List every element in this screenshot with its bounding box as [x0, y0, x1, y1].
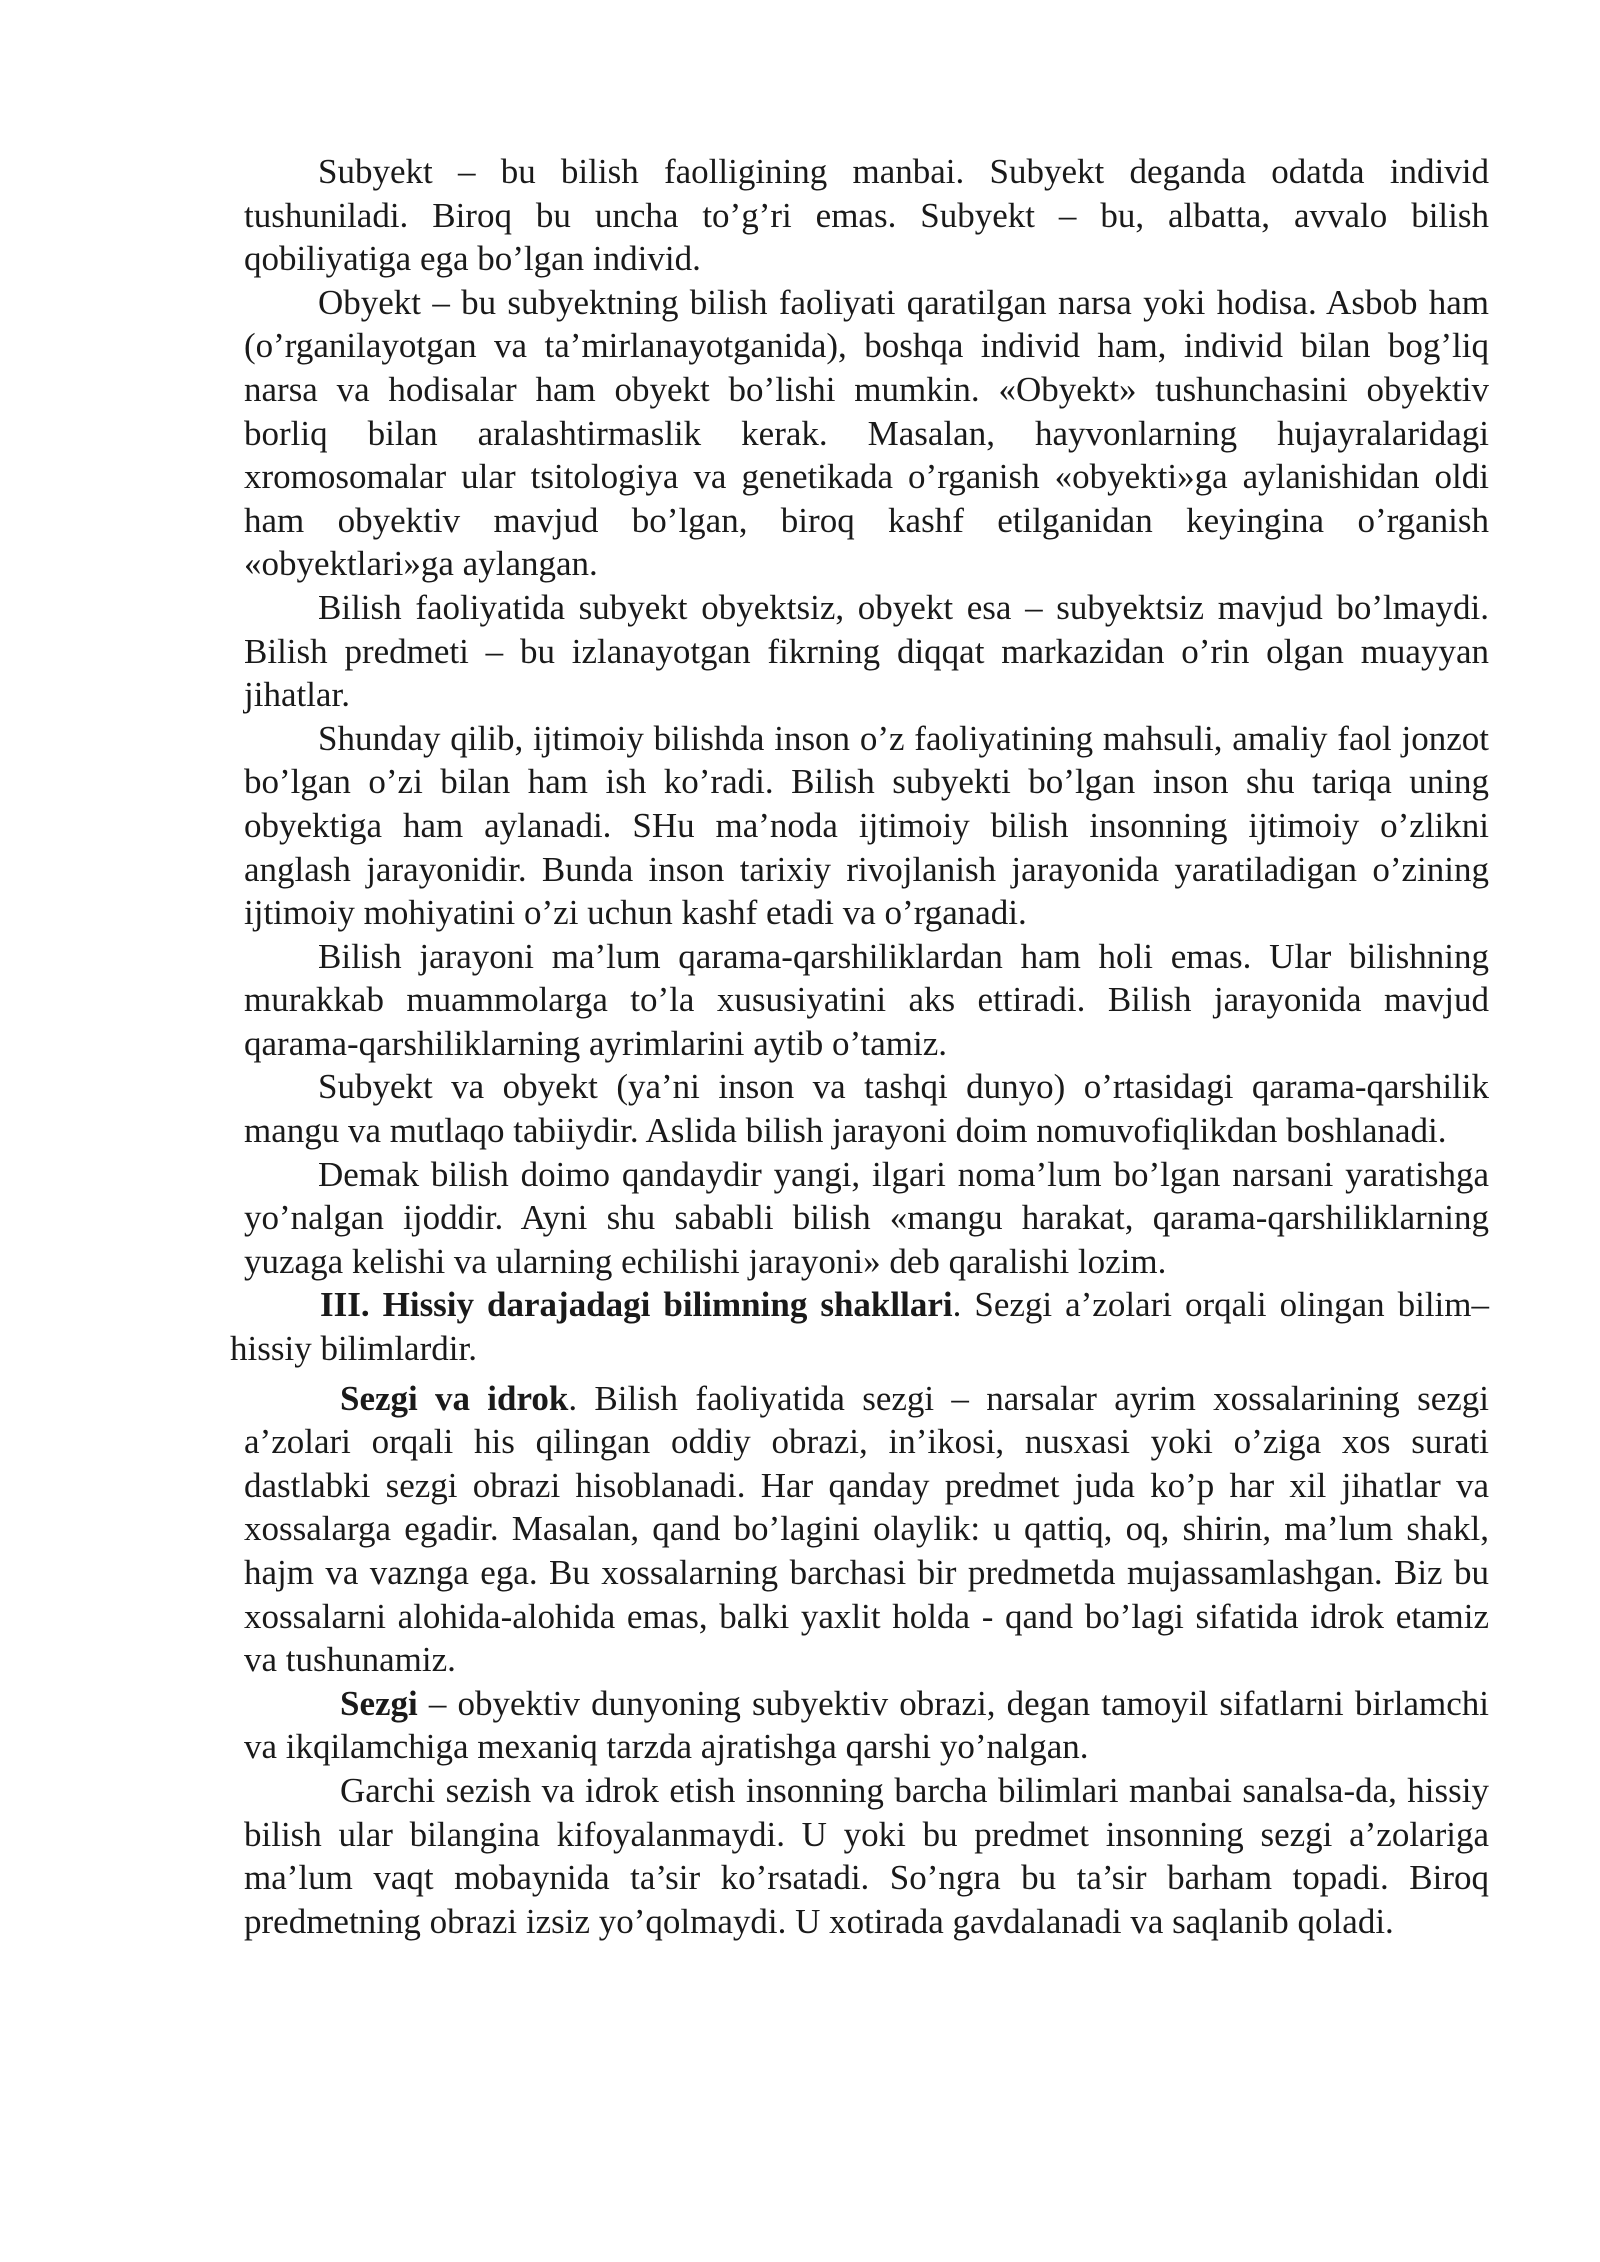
- paragraph-sezgi: [244, 1682, 1489, 1769]
- term-sezgi-va-idrok: Sezgi va idrok: [340, 1378, 569, 1418]
- paragraph-text: Bilish jarayoni ma’lum qarama-qarshiliklardan ham holi emas. Ular bilishning murakkab muammolarga to’la xususiyatini aks ettiradi. Bilish jarayonida mavjud qarama-qarshiliklarning ayrimlarini aytib o’tamiz.: [244, 936, 1489, 1063]
- section-heading-hissiy-bilim: [230, 1283, 1489, 1370]
- paragraph-subyekt-va-obyekt: [244, 1065, 1489, 1152]
- paragraph-text: Subyekt – bu bilish faolligining manbai. Subyekt deganda odatda individ tushuniladi. Biroq bu uncha to’g’ri emas. Subyekt – bu, albatta, avvalo bilish qobiliyatiga ega bo’lgan individ.: [244, 152, 1489, 279]
- paragraph-text: Garchi sezish va idrok etish insonning barcha bilimlari manbai sanalsa-da, hissiy bilish ular bilangina kifoyalanmaydi. U yoki bu predmet insonning sezgi a’zolariga ma’lum vaqt mobaynida ta’sir ko’rsatadi. So’ngra bu ta’sir barham topadi. Biroq predmetning obrazi izsiz yo’qolmaydi. U xotirada gavdalanadi va saqlanib qoladi.: [244, 1770, 1489, 1941]
- term-sezgi: Sezgi: [340, 1683, 418, 1723]
- section-heading-title: III. Hissiy darajadagi bilimning shakllari: [320, 1285, 953, 1325]
- paragraph-text: . Bilish faoliyatida sezgi – narsalar ayrim xossalarining sezgi a’zolari orqali his qilingan oddiy obrazi, in’ikosi, nusxasi yoki o’ziga xos surati dastlabki sezgi obrazi hisoblanadi. Har qanday predmet juda ko’p har xil jihatlar va xossalarga egadir. Masalan, qand bo’lagini olaylik: u qattiq, oq, shirin, ma’lum shakl, hajm va vaznga ega. Bu xossalarning barchasi bir predmetda mujassamlashgan. Biz bu xossalarni alohida-alohida emas, balki yaxlit holda - qand bo’lagi sifatida idrok etamiz va tushunamiz.: [244, 1378, 1489, 1680]
- paragraph-bilish-faoliyatida: [244, 586, 1489, 717]
- paragraph-bilish-jarayoni: [244, 935, 1489, 1066]
- paragraph-garchi: [244, 1769, 1489, 1943]
- paragraph-subyekt: [244, 150, 1489, 281]
- paragraph-text: Demak bilish doimo qandaydir yangi, ilgari noma’lum bo’lgan narsani yaratishga yo’nalgan ijoddir. Ayni shu sababli bilish «mangu harakat, qarama-qarshiliklarning yuzaga kelishi va ularning echilishi jarayoni» deb qaralishi lozim.: [244, 1154, 1489, 1281]
- paragraph-text: Subyekt va obyekt (ya’ni inson va tashqi dunyo) o’rtasidagi qarama-qarshilik mangu va mutlaqo tabiiydir. Aslida bilish jarayoni doim nomuvofiqlikdan boshlanadi.: [244, 1067, 1489, 1151]
- paragraph-ijtimoiy-bilish: [244, 717, 1489, 935]
- paragraph-text: . Sezgi a’zolari orqali olingan bilim– hissiy bilimlardir.: [230, 1285, 1490, 1369]
- paragraph-text: Bilish faoliyatida subyekt obyektsiz, obyekt esa – subyektsiz mavjud bo’lmaydi. Bilish predmeti – bu izlanayotgan fikrning diqqat markazidan o’rin olgan muayyan jihatlar.: [244, 587, 1489, 715]
- document-page: [230, 150, 1490, 1943]
- paragraph-text: – obyektiv dunyoning subyektiv obrazi, degan tamoyil sifatlarni birlamchi va ikqilamchiga mexaniq tarzda ajratishga qarshi yo’nalgan.: [244, 1683, 1489, 1767]
- paragraph-demak: [244, 1153, 1489, 1284]
- paragraph-text: Shunday qilib, ijtimoiy bilishda inson o’z faoliyatining mahsuli, amaliy faol jonzot bo’lgan o’zi bilan ham ish ko’radi. Bilish subyekti bo’lgan inson shu tariqa uning obyektiga ham aylanadi. SHu ma’noda ijtimoiy bilish insonning ijtimoiy o’zlikni anglash jarayonidir. Bunda inson tarixiy rivojlanish jarayonida yaratiladigan o’zining ijtimoiy mohiyatini o’zi uchun kashf etadi va o’rganadi.: [244, 718, 1489, 933]
- paragraph-text: Obyekt – bu subyektning bilish faoliyati qaratilgan narsa yoki hodisa. Asbob ham (o’rganilayotgan va ta’mirlanayotganida), boshqa individ ham, individ bilan bog’liq narsa va hodisalar ham obyekt bo’lishi mumkin. «Obyekt» tushunchasini obyektiv borliq bilan aralashtirmaslik kerak. Masalan, hayvonlarning hujayralaridagi xromosomalar ular tsitologiya va genetikada o’rganish «obyekti»ga aylanishidan oldi ham obyektiv mavjud bo’lgan, biroq kashf etilganidan keyingina o’rganish «obyektlari»ga aylangan.: [244, 282, 1489, 584]
- paragraph-obyekt: [244, 281, 1489, 586]
- paragraph-sezgi-va-idrok: [244, 1377, 1489, 1682]
